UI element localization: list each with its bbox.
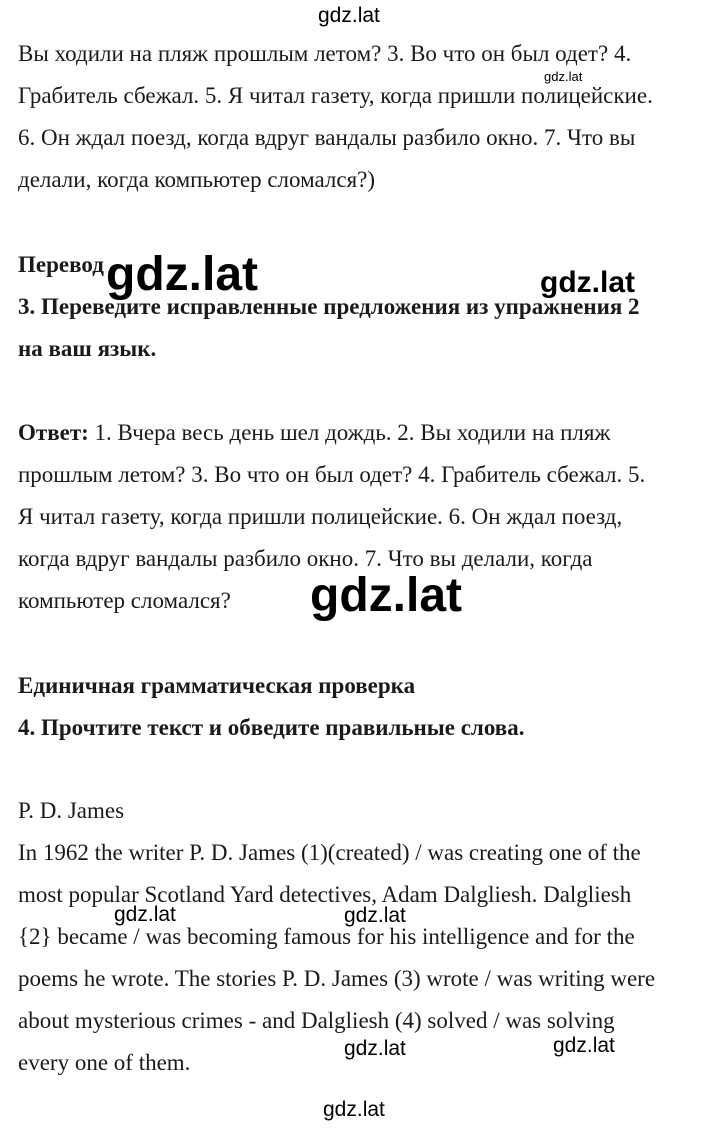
text-line: {2} became / was becoming famous for his intelligence and for the [18,924,635,949]
text-line: poems he wrote. The stories P. D. James (3) wrote / was writing were [18,966,656,991]
text-line: In 1962 the writer P. D. James (1)(created) / was creating one of the [18,840,641,865]
intro-line: Вы ходили на пляж прошлым летом? 3. Во что он был одет? 4. [18,41,632,66]
text-line: every one of them. [18,1050,191,1075]
intro-line: делали, когда компьютер сломался?) [18,167,376,192]
intro-line: Грабитель сбежал. 5. Я читал газету, когда пришли полицейские. [18,83,653,108]
text-line: about mysterious crimes - and Dalgliesh (4) solved / was solving [18,1008,615,1033]
task-line: 4. Прочтите текст и обведите правильные слова. [18,715,525,740]
answer-label: Ответ: [18,420,89,445]
task-line: на ваш язык. [18,336,157,361]
answer-line [18,419,610,447]
watermark: gdz.lat [114,903,176,926]
watermark: gdz.lat [553,1034,615,1057]
answer-line: компьютер сломался? [18,588,231,613]
watermark: gdz.lat [106,248,258,301]
answer-line: прошлым летом? 3. Во что он был одет? 4. Грабитель сбежал. 5. [18,462,646,487]
answer-text: 1. Вчера весь день шел дождь. 2. Вы ходили на пляж [88,420,611,445]
watermark: gdz.lat [318,4,380,27]
answer-line: когда вдруг вандалы разбило окно. 7. Что вы делали, когда [18,546,593,571]
watermark: gdz.lat [323,1098,385,1121]
task-line: 3. Переведите исправленные предложения из упражнения 2 [18,294,640,319]
watermark: gdz.lat [310,569,462,622]
watermark: gdz.lat [344,904,406,927]
section-heading-translation: Перевод [18,252,104,277]
watermark: gdz.lat [344,1037,406,1060]
intro-line: 6. Он ждал поезд, когда вдруг вандалы разбило окно. 7. Что вы [18,125,636,150]
text-title: P. D. James [18,798,125,823]
watermark: gdz.lat [544,69,583,84]
section-heading-grammar: Единичная грамматическая проверка [18,673,416,698]
text-line: most popular Scotland Yard detectives, Adam Dalgliesh. Dalgliesh [18,882,632,907]
answer-line: Я читал газету, когда пришли полицейские. 6. Он ждал поезд, [18,504,623,529]
watermark: gdz.lat [540,266,635,299]
